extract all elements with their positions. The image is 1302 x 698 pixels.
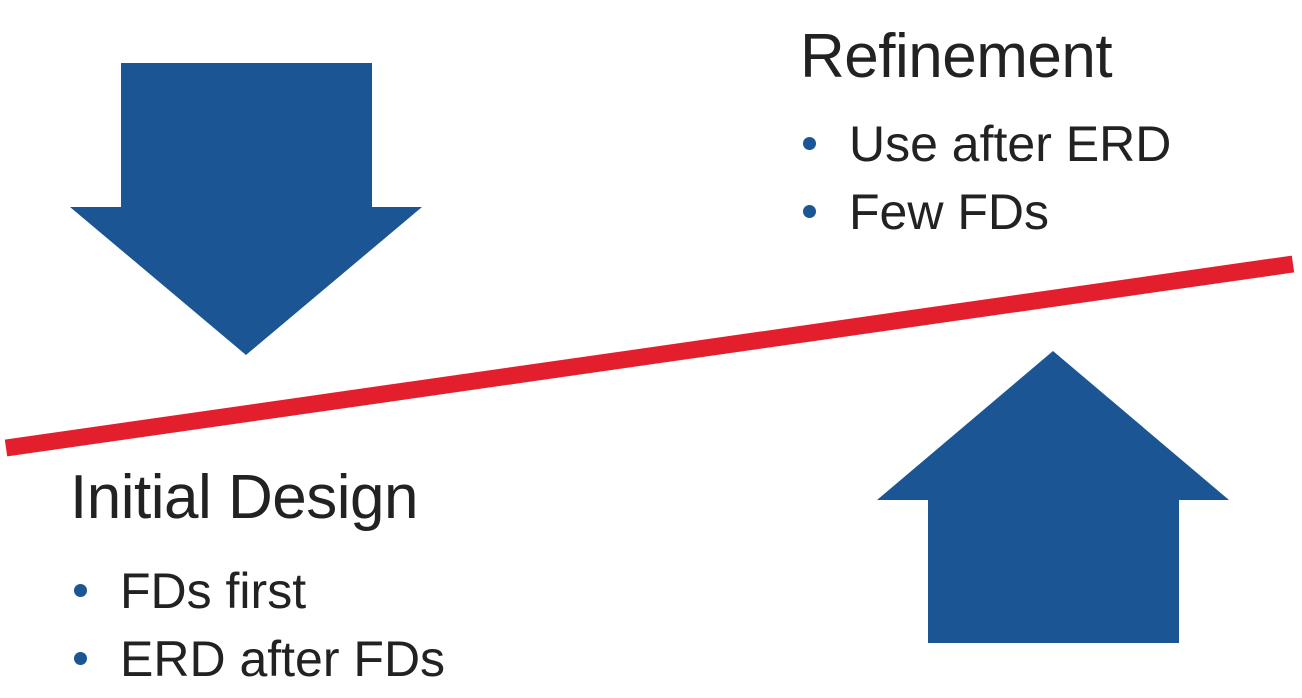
refinement-bullet-item (797, 116, 1172, 187)
bullet-dot-icon (803, 205, 816, 218)
initial-design-bullet-item (68, 631, 446, 698)
bullet-dot-icon (74, 584, 87, 597)
refinement-bullet-item (797, 184, 1171, 255)
up-arrow-icon (877, 351, 1229, 643)
refinement-bullet-text: Few FDs (849, 184, 1049, 240)
initial-design-bullet-list (68, 563, 446, 698)
bullet-dot-icon (74, 652, 87, 665)
initial-design-heading: Initial Design (70, 463, 418, 532)
initial-design-bullet-text: FDs first (120, 563, 307, 619)
down-arrow-icon (70, 63, 422, 355)
refinement-bullet-text: Use after ERD (849, 116, 1172, 172)
initial-design-bullet-text: ERD after FDs (120, 631, 446, 687)
refinement-bullet-list (797, 116, 1172, 255)
refinement-heading: Refinement (800, 22, 1113, 91)
bullet-dot-icon (803, 137, 816, 150)
initial-design-bullet-item (68, 563, 445, 634)
